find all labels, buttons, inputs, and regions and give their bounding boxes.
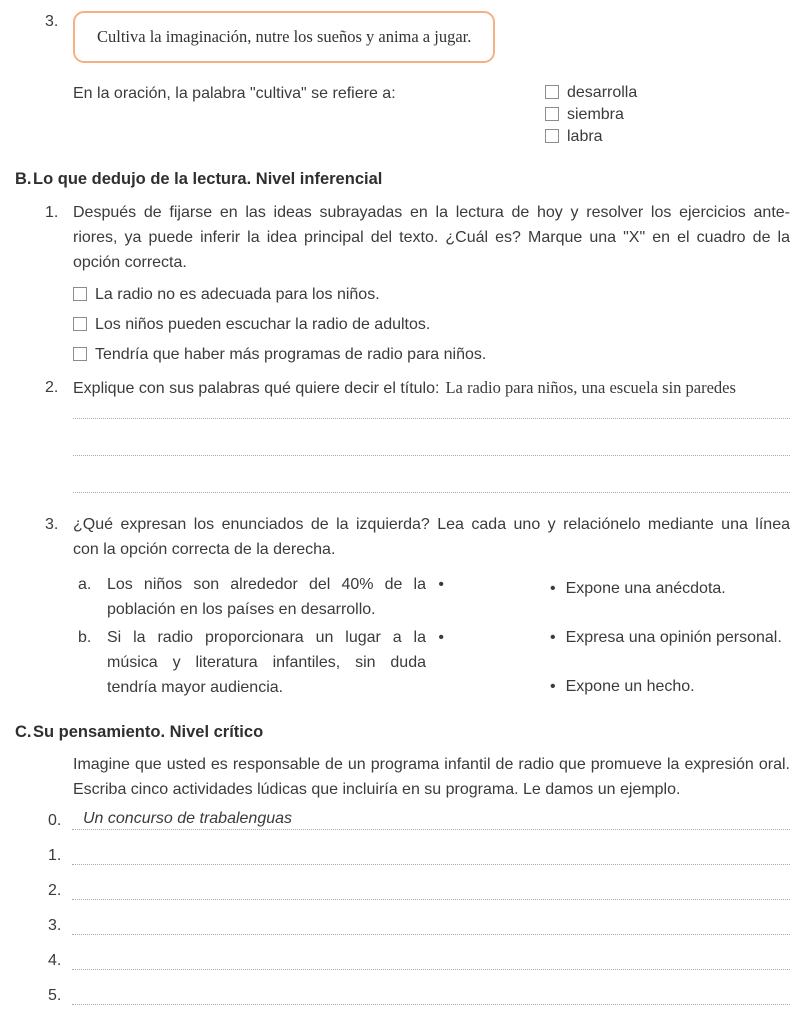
answer-line[interactable] xyxy=(72,839,790,865)
checkbox-option-1[interactable] xyxy=(73,287,87,301)
example-answer: Un concurso de trabalenguas xyxy=(83,810,293,827)
connector-dot[interactable]: • xyxy=(550,580,556,597)
connector-dot[interactable]: • xyxy=(550,629,556,646)
question-b2 xyxy=(0,375,810,493)
checkbox-option-3[interactable] xyxy=(73,347,87,361)
answer-line[interactable] xyxy=(72,979,790,1005)
option-row xyxy=(73,313,810,335)
answer-number: 1. xyxy=(48,847,62,864)
section-c-heading xyxy=(0,722,810,743)
paragraph-line: Escriba cinco actividades lúdicas que incluiría en su programa. Le damos un ejemplo. xyxy=(73,781,681,798)
item-number: 1. xyxy=(45,204,59,221)
answer-number: 4. xyxy=(48,952,62,969)
question-b3 xyxy=(0,512,810,562)
answer-row-2 xyxy=(48,874,790,900)
option-text: Expresa una opinión personal. xyxy=(565,629,782,646)
option-row xyxy=(73,283,810,305)
option-label: La radio no es adecuada para los niños. xyxy=(95,285,380,303)
match-item-a xyxy=(78,572,444,622)
option-label: siembra xyxy=(567,105,624,123)
section-title: Lo que dedujo de la lectura. Nivel inferencial xyxy=(33,170,383,188)
option-row xyxy=(545,125,637,147)
option-row xyxy=(73,343,810,365)
option-label: Los niños pueden escuchar la radio de adultos. xyxy=(95,315,431,333)
matching-right-column xyxy=(550,572,782,700)
question-3-vocabulary xyxy=(0,6,810,147)
paragraph-line: con la opción correcta de la derecha. xyxy=(73,541,336,558)
answer-number: 3. xyxy=(48,917,62,934)
answer-line[interactable] xyxy=(72,944,790,970)
statement-line: Los niños son alrededor del 40% de la xyxy=(107,576,426,593)
answer-row-3 xyxy=(48,909,790,935)
answer-blank-line[interactable] xyxy=(73,401,790,419)
statement-line: Si la radio proporcionara un lugar a la xyxy=(107,629,426,646)
connector-dot[interactable]: • xyxy=(550,678,556,695)
prompt-text: Explique con sus palabras qué quiere decir el título: xyxy=(73,380,440,397)
answer-line[interactable] xyxy=(72,874,790,900)
quote-text: Cultiva la imaginación, nutre los sueños y anima a jugar. xyxy=(97,27,472,46)
paragraph-line: Imagine que usted es responsable de un programa infantil de radio que promueve la expresión oral. xyxy=(73,756,790,773)
match-option xyxy=(550,578,782,599)
section-letter: B. xyxy=(15,170,32,188)
answer-row-5 xyxy=(48,979,790,1005)
vocabulary-options xyxy=(545,81,637,147)
paragraph-line: riores, ya puede inferir la idea principal del texto. ¿Cuál es? Marque una "X" en el cuadro de la xyxy=(73,229,790,246)
section-c-instructions xyxy=(0,752,810,802)
b1-options xyxy=(0,283,810,365)
connector-dot[interactable]: • xyxy=(438,629,444,646)
question-text: En la oración, la palabra "cultiva" se refiere a: xyxy=(73,85,396,102)
item-letter: a. xyxy=(78,576,92,593)
option-label: labra xyxy=(567,127,603,145)
title-reference: La radio para niños, una escuela sin paredes xyxy=(445,378,736,397)
matching-left-column xyxy=(78,572,444,700)
answer-line[interactable] xyxy=(72,909,790,935)
item-number: 2. xyxy=(45,379,59,396)
match-item-b xyxy=(78,625,444,700)
statement-line: población en los países en desarrollo. xyxy=(107,601,376,618)
question-b1 xyxy=(0,200,810,275)
section-title: Su pensamiento. Nivel crítico xyxy=(33,723,264,741)
answer-number: 0. xyxy=(48,812,62,829)
answer-row-1 xyxy=(48,839,790,865)
answer-row-0 xyxy=(48,804,790,830)
section-letter: C. xyxy=(15,723,32,741)
option-text: Expone un hecho. xyxy=(565,678,695,695)
match-option xyxy=(550,676,782,697)
option-row xyxy=(545,81,637,103)
section-b-heading xyxy=(0,169,810,190)
answer-blank-line[interactable] xyxy=(73,456,790,493)
statement-line: tendría mayor audiencia. xyxy=(107,679,284,696)
matching-exercise xyxy=(0,572,810,700)
item-number: 3. xyxy=(45,13,59,30)
item-letter: b. xyxy=(78,629,92,646)
option-text: Expone una anécdota. xyxy=(565,580,726,597)
option-row xyxy=(545,103,637,125)
checkbox-siembra[interactable] xyxy=(545,107,559,121)
paragraph-line: opción correcta. xyxy=(73,254,187,271)
answer-list xyxy=(0,804,810,1005)
paragraph-line: ¿Qué expresan los enunciados de la izquierda? Lea cada uno y relaciónelo mediante una línea xyxy=(73,516,790,533)
answer-row-4 xyxy=(48,944,790,970)
answer-line[interactable] xyxy=(72,804,790,830)
statement-line: música y literatura infantiles, sin duda xyxy=(107,654,426,671)
answer-blank-line[interactable] xyxy=(73,419,790,456)
match-option xyxy=(550,627,782,648)
checkbox-desarrolla[interactable] xyxy=(545,85,559,99)
answer-number: 2. xyxy=(48,882,62,899)
connector-dot[interactable]: • xyxy=(438,576,444,593)
item-number: 3. xyxy=(45,516,59,533)
option-label: desarrolla xyxy=(567,83,638,101)
answer-number: 5. xyxy=(48,987,62,1004)
paragraph-line: Después de fijarse en las ideas subrayadas en la lectura de hoy y resolver los ejercicios ante- xyxy=(73,204,790,221)
quote-box xyxy=(73,11,495,63)
checkbox-option-2[interactable] xyxy=(73,317,87,331)
checkbox-labra[interactable] xyxy=(545,129,559,143)
option-label: Tendría que haber más programas de radio para niños. xyxy=(95,345,487,363)
